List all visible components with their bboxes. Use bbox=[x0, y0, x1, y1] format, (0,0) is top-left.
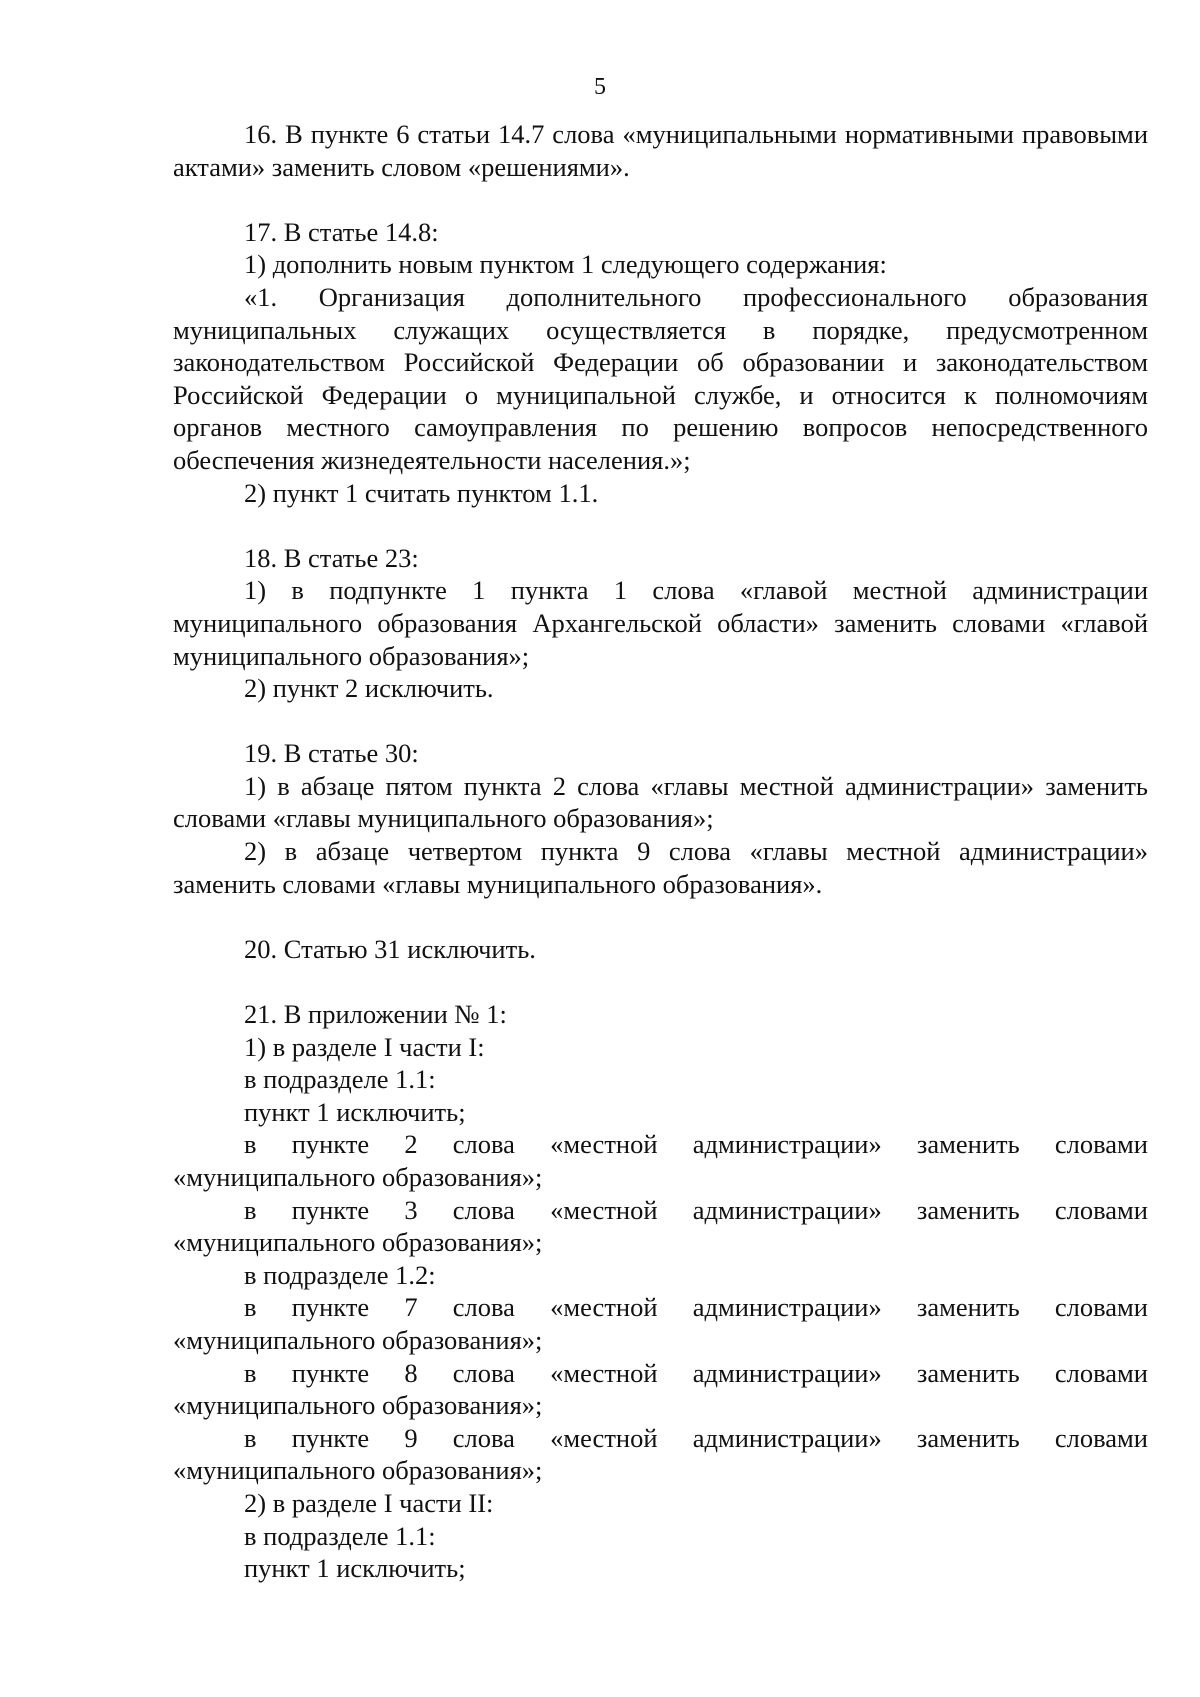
paragraph: 2) пункт 2 исключить. bbox=[244, 673, 494, 704]
page-number: 5 bbox=[594, 74, 606, 100]
paragraph: в пункте 7 слова «местной администрации» заменить словами «муниципального образования»; bbox=[173, 1292, 1148, 1355]
paragraph: 2) в разделе I части II: bbox=[244, 1487, 494, 1518]
paragraph: 16. В пункте 6 статьи 14.7 слова «муниципальными нормативными правовыми актами» заменить словом «решениями». bbox=[173, 119, 1148, 182]
item-18 bbox=[173, 542, 1148, 705]
spacer bbox=[173, 705, 1148, 738]
document-body bbox=[173, 118, 1148, 1585]
paragraph: 1) в разделе I части I: bbox=[244, 1031, 485, 1062]
item-19 bbox=[173, 737, 1148, 900]
paragraph: 21. В приложении № 1: bbox=[244, 999, 507, 1030]
paragraph: в пункте 2 слова «местной администрации» заменить словами «муниципального образования»; bbox=[173, 1129, 1148, 1192]
paragraph: в подразделе 1.1: bbox=[244, 1064, 436, 1095]
spacer bbox=[173, 900, 1148, 933]
paragraph: пункт 1 исключить; bbox=[244, 1096, 466, 1127]
paragraph: в пункте 3 слова «местной администрации» заменить словами «муниципального образования»; bbox=[173, 1194, 1148, 1258]
item-20 bbox=[173, 933, 1148, 966]
spacer bbox=[173, 965, 1148, 998]
paragraph: в пункте 8 слова «местной администрации» заменить словами «муниципального образования»; bbox=[173, 1357, 1148, 1421]
item-16 bbox=[173, 118, 1148, 183]
paragraph: 1) в абзаце пятом пункта 2 слова «главы местной администрации» заменить словами «главы муниципального образования»; bbox=[173, 770, 1148, 834]
paragraph: в подразделе 1.2: bbox=[244, 1259, 436, 1290]
paragraph: 17. В статье 14.8: bbox=[244, 216, 439, 247]
paragraph: 2) пункт 1 считать пунктом 1.1. bbox=[244, 477, 599, 508]
paragraph: 2) в абзаце четвертом пункта 9 слова «главы местной администрации» заменить словами «главы муниципального образования». bbox=[173, 836, 1148, 899]
spacer bbox=[173, 183, 1148, 216]
paragraph: 18. В статье 23: bbox=[244, 542, 419, 573]
spacer bbox=[173, 509, 1148, 542]
item-17 bbox=[173, 216, 1148, 509]
paragraph: в пункте 9 слова «местной администрации» заменить словами «муниципального образования»; bbox=[173, 1422, 1148, 1486]
paragraph: «1. Организация дополнительного профессионального образования муниципальных служащих осуществляется в порядке, предусмотренном законодательством Российской Федерации об образовании и законодательством Российской Федерации о муниципальной службе, и относится к полномочиям органов местного самоуправления по решению вопросов непосредственного обеспечения жизнедеятельности населения.»; bbox=[173, 281, 1148, 475]
paragraph: пункт 1 исключить; bbox=[244, 1553, 466, 1584]
item-21 bbox=[173, 998, 1148, 1585]
paragraph: 19. В статье 30: bbox=[244, 738, 419, 769]
paragraph: 20. Статью 31 исключить. bbox=[244, 933, 536, 964]
paragraph: в подразделе 1.1: bbox=[244, 1520, 436, 1551]
paragraph: 1) дополнить новым пунктом 1 следующего содержания: bbox=[244, 249, 887, 280]
paragraph: 1) в подпункте 1 пункта 1 слова «главой местной администрации муниципального образования Архангельской области» заменить словами «главой муниципального образования»; bbox=[173, 575, 1148, 671]
